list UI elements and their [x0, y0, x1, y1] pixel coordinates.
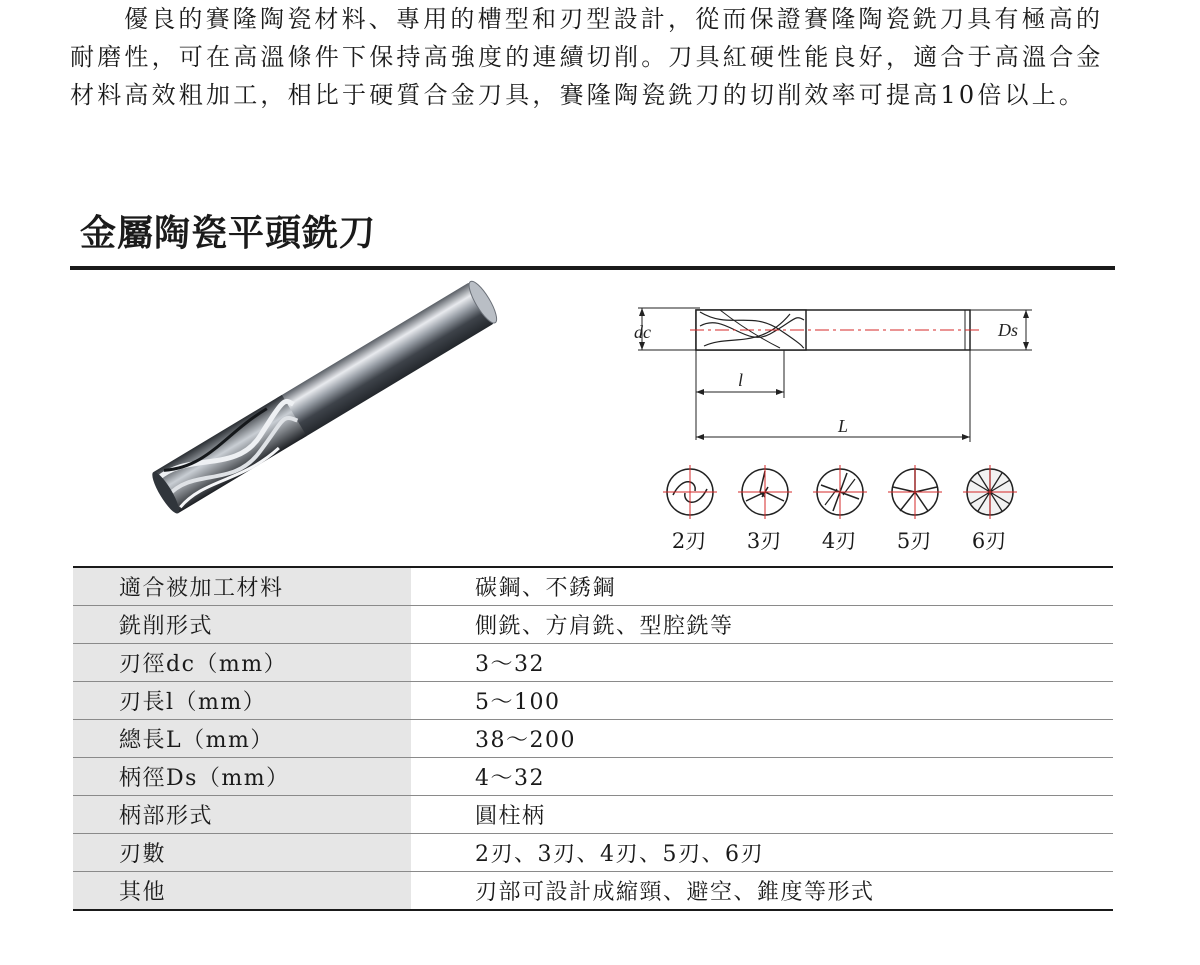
intro-paragraph: 優良的賽隆陶瓷材料、專用的槽型和刃型設計，從而保證賽隆陶瓷銑刀具有極高的耐磨性，可在高溫條件下保持高強度的連續切削。刀具紅硬性能良好，適合于高溫合金材料高效粗加工，相比于硬質合金刀具，賽隆陶瓷銑刀的切削效率可提高10倍以上。 [70, 5, 1104, 109]
table-row [73, 720, 1113, 758]
spec-key: 刃長l（mm） [73, 682, 411, 720]
spec-key: 柄部形式 [73, 796, 411, 834]
flute-2-icon [663, 465, 717, 519]
end-mill-photo [120, 280, 520, 520]
table-row [73, 796, 1113, 834]
spec-value: 38～200 [411, 720, 1113, 758]
flute-3-icon [738, 465, 792, 519]
table-row [73, 758, 1113, 796]
flute-5-icon [888, 465, 942, 519]
L-label: L [838, 416, 849, 436]
flute-label: 2刃 [671, 529, 707, 553]
dc-label: dc [634, 322, 651, 342]
ds-label: Ds [998, 320, 1019, 340]
spec-key: 總長L（mm） [73, 720, 411, 758]
table-row [73, 872, 1113, 911]
flute-label: 4刃 [821, 529, 857, 553]
flute-sections [655, 465, 1025, 555]
spec-value: 5～100 [411, 682, 1113, 720]
spec-value: 3～32 [411, 644, 1113, 682]
flute-6-icon [963, 465, 1017, 519]
spec-key: 刃數 [73, 834, 411, 872]
section-title: 金屬陶瓷平頭銑刀 [80, 213, 377, 254]
spec-key: 其他 [73, 872, 411, 911]
spec-value: 側銑、方肩銑、型腔銑等 [411, 606, 1113, 644]
flute-label: 6刃 [971, 529, 1007, 553]
spec-key: 柄徑Ds（mm） [73, 758, 411, 796]
table-row [73, 834, 1113, 872]
spec-value: 刃部可設計成縮頸、避空、錐度等形式 [475, 880, 875, 905]
flute-label: 5刃 [896, 529, 932, 553]
spec-key: 刃徑dc（mm） [73, 644, 411, 682]
spec-value: 2刃、3刃、4刃、5刃、6刃 [411, 834, 1113, 872]
flute-label: 3刃 [746, 529, 782, 553]
flute-4-icon [813, 465, 867, 519]
dimension-drawing [620, 290, 1040, 450]
table-row [73, 644, 1113, 682]
spec-key: 銑削形式 [73, 606, 411, 644]
l-label: l [738, 370, 744, 390]
spec-table [73, 566, 1113, 911]
spec-value: 碳鋼、不銹鋼 [411, 567, 1113, 606]
table-row [73, 567, 1113, 606]
title-divider [70, 266, 1115, 270]
spec-value: 圓柱柄 [411, 796, 1113, 834]
table-row [73, 606, 1113, 644]
table-row [73, 682, 1113, 720]
spec-key: 適合被加工材料 [73, 567, 411, 606]
spec-value: 4～32 [411, 758, 1113, 796]
